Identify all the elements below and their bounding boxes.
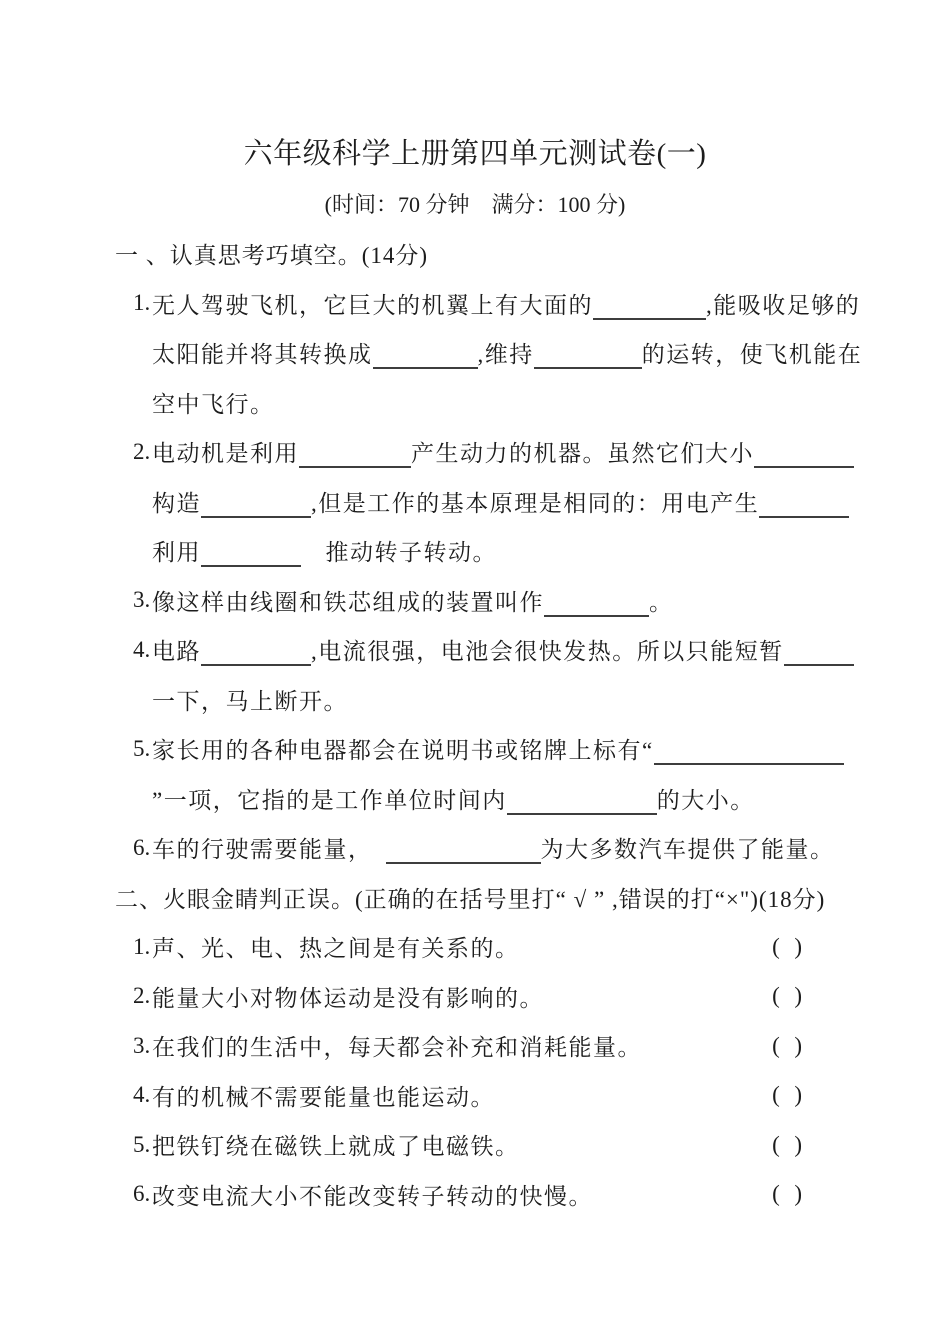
question-content [152, 584, 674, 617]
question-content [152, 633, 854, 666]
question-text: 在我们的生活中，每天都会补充和消耗能量。 [152, 1035, 642, 1061]
question-text: 无人驾驶飞机，它巨大的机翼上有大面的 [152, 292, 593, 318]
question-content [152, 485, 849, 518]
question-content [152, 1079, 495, 1112]
question-text: 产生动力的机器。虽然它们大小 [411, 441, 754, 467]
question-number: 3. [133, 1032, 151, 1058]
question-number: 6. [133, 834, 151, 860]
question-number: 2. [133, 438, 151, 464]
answer-bracket[interactable]: ( ) [772, 933, 803, 959]
fill-in-blank[interactable] [784, 643, 854, 666]
question-text: 一下，马上断开。 [152, 688, 348, 714]
question-text: 电路 [152, 639, 201, 665]
question-content [152, 336, 862, 369]
question-row-true-false-2 [0, 1021, 950, 1071]
question-content [152, 782, 755, 815]
question-number: 1. [133, 933, 151, 959]
question-text: 空中飞行。 [152, 391, 275, 417]
question-row-fill-blanks-0 [0, 279, 950, 329]
question-content [152, 930, 520, 963]
fill-in-blank[interactable] [201, 544, 301, 567]
answer-bracket[interactable]: ( ) [772, 1082, 803, 1108]
question-row-true-false-1 [0, 972, 950, 1022]
question-row-true-false-5 [0, 1170, 950, 1220]
fill-in-blank[interactable] [654, 742, 844, 765]
question-row-true-false-3 [0, 1071, 950, 1121]
fill-in-blank[interactable] [544, 593, 649, 616]
question-text: 把铁钉绕在磁铁上就成了电磁铁。 [152, 1134, 520, 1160]
question-number: 3. [133, 587, 151, 613]
question-row-fill-blanks-6 [0, 576, 950, 626]
question-row-fill-blanks-7 [0, 625, 950, 675]
question-number: 5. [133, 1131, 151, 1157]
question-content [152, 1029, 642, 1062]
question-text: ,电流很强，电池会很快发热。所以只能短暂 [311, 639, 784, 665]
fill-in-blank[interactable] [754, 445, 854, 468]
fill-in-blank[interactable] [373, 346, 478, 369]
question-text: 利用 [152, 540, 201, 566]
answer-bracket[interactable]: ( ) [772, 983, 803, 1009]
question-number: 2. [133, 983, 151, 1009]
question-content [152, 1178, 593, 1211]
question-text: 像这样由线圈和铁芯组成的装置叫作 [152, 589, 544, 615]
question-text: ”一项，它指的是工作单位时间内 [152, 787, 507, 813]
question-content [152, 732, 844, 765]
question-row-fill-blanks-5 [0, 526, 950, 576]
question-number: 4. [133, 1082, 151, 1108]
question-content [152, 1128, 520, 1161]
question-row-fill-blanks-10 [0, 774, 950, 824]
question-text: 推动转子转动。 [301, 540, 497, 566]
question-text: 能量大小对物体运动是没有影响的。 [152, 985, 544, 1011]
question-content [152, 683, 348, 716]
question-text: 电动机是利用 [152, 441, 299, 467]
page-title: 六年级科学上册第四单元测试卷(一) [243, 138, 707, 170]
question-text: 构造 [152, 490, 201, 516]
question-content [152, 831, 835, 864]
question-number: 4. [133, 636, 151, 662]
fill-in-blank[interactable] [299, 445, 411, 468]
question-row-fill-blanks-2 [0, 378, 950, 428]
question-content [152, 386, 275, 419]
question-row-fill-blanks-1 [0, 328, 950, 378]
question-row-fill-blanks-3 [0, 427, 950, 477]
question-number: 6. [133, 1181, 151, 1207]
fill-in-blank[interactable] [201, 494, 311, 517]
question-text: 车的行驶需要能量， [152, 837, 386, 863]
question-content [152, 435, 854, 468]
section-heading-fill-blanks: 一 、认真思考巧填空。(14分) [115, 243, 429, 269]
fill-in-blank[interactable] [201, 643, 311, 666]
question-text: 声、光、电、热之间是有关系的。 [152, 936, 520, 962]
questions-area [0, 229, 950, 1219]
question-text: ,维持 [477, 342, 534, 368]
exam-time-score-line: (时间：70 分钟 满分：100 分) [324, 192, 626, 217]
question-row-true-false-0 [0, 922, 950, 972]
fill-in-blank[interactable] [386, 841, 541, 864]
question-content [152, 534, 497, 567]
question-number: 5. [133, 735, 151, 761]
question-text: 有的机械不需要能量也能运动。 [152, 1084, 495, 1110]
question-row-true-false-4 [0, 1120, 950, 1170]
question-row-fill-blanks-9 [0, 724, 950, 774]
question-number: 1. [133, 290, 151, 316]
answer-bracket[interactable]: ( ) [772, 1181, 803, 1207]
fill-in-blank[interactable] [759, 494, 849, 517]
question-content [152, 287, 860, 320]
question-text: 。 [649, 589, 674, 615]
question-text: 为大多数汽车提供了能量。 [540, 837, 835, 863]
question-text: ,但是工作的基本原理是相同的：用电产生 [311, 490, 760, 516]
question-text: 太阳能并将其转换成 [152, 342, 373, 368]
answer-bracket[interactable]: ( ) [772, 1131, 803, 1157]
question-text: 家长用的各种电器都会在说明书或铭牌上标有“ [152, 738, 654, 764]
section-heading-true-false: 二、火眼金睛判正误。(正确的在括号里打“ √ ” ,错误的打“×")(18分) [115, 886, 826, 912]
answer-bracket[interactable]: ( ) [772, 1032, 803, 1058]
question-text: ,能吸收足够的 [706, 292, 861, 318]
question-row-fill-blanks-8 [0, 675, 950, 725]
question-text: 的运转，使飞机能在 [641, 342, 863, 368]
fill-in-blank[interactable] [534, 346, 642, 369]
question-content [152, 980, 544, 1013]
fill-in-blank[interactable] [507, 791, 657, 814]
question-text: 改变电流大小不能改变转子转动的快慢。 [152, 1183, 593, 1209]
fill-in-blank[interactable] [593, 296, 706, 319]
question-text: 的大小。 [656, 787, 755, 813]
question-row-fill-blanks-4 [0, 477, 950, 527]
question-row-fill-blanks-11 [0, 823, 950, 873]
